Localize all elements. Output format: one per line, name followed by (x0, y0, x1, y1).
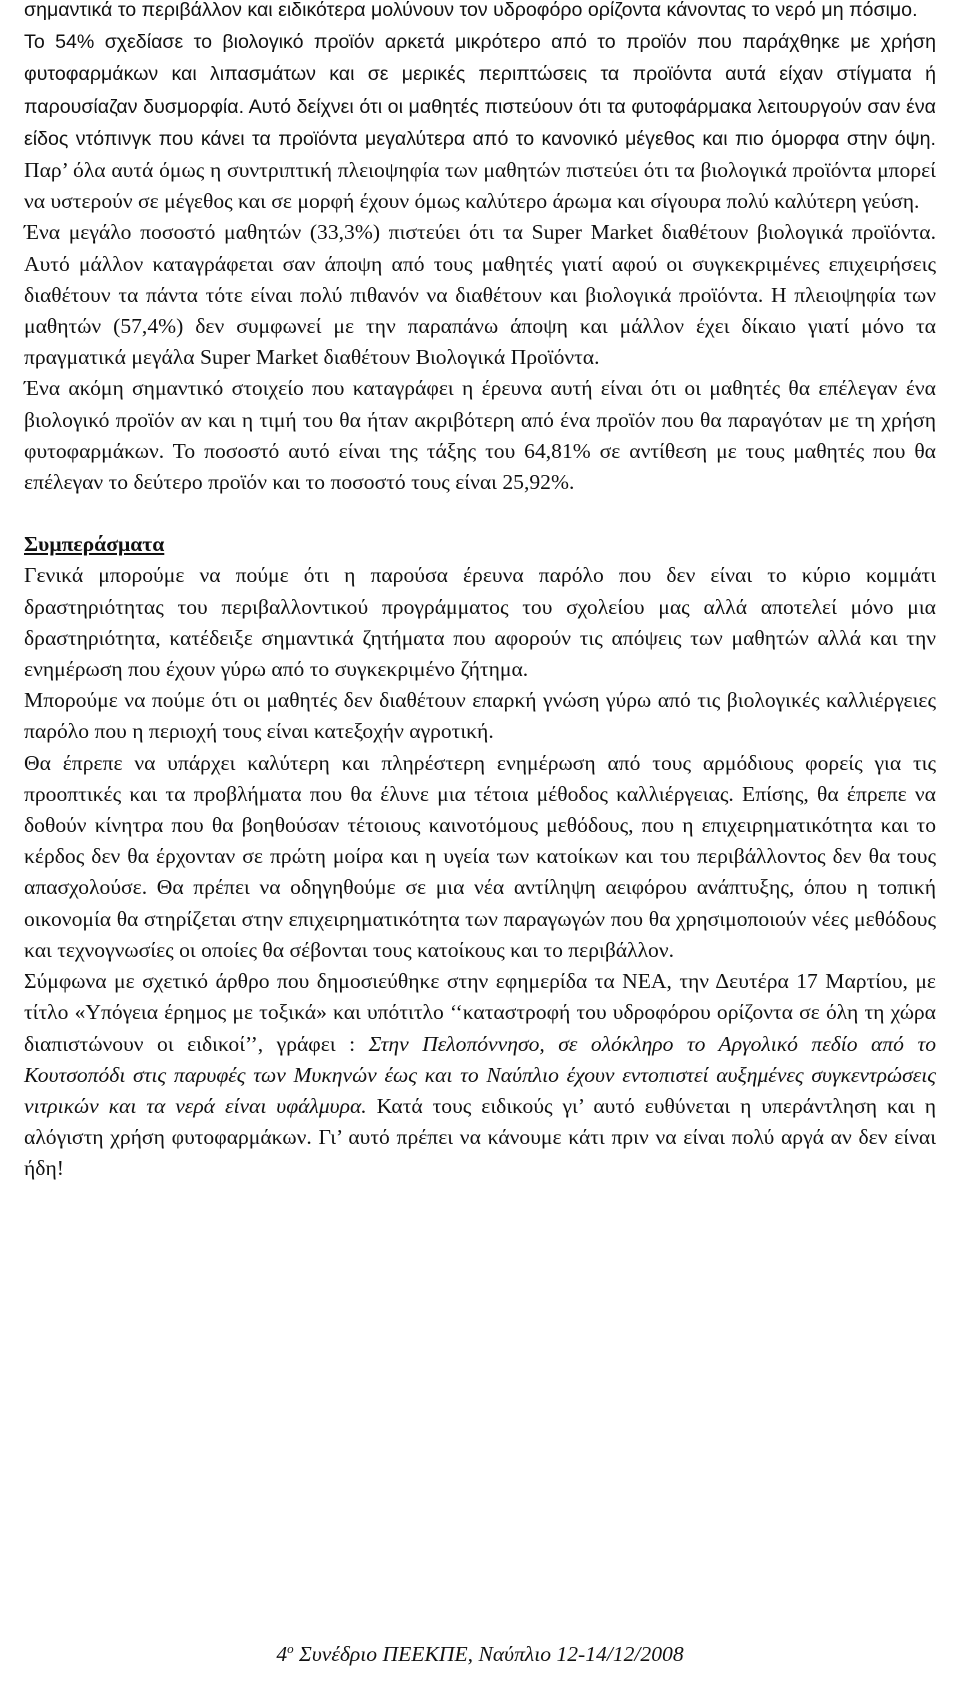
paragraph-groundwater-pollution (24, 0, 936, 26)
footer-ordinal: 4 (276, 1642, 288, 1666)
paragraph-text: Το 54% σχεδίασε το βιολογικό προϊόν αρκετά μικρότερο από το προϊόν που παράχθηκε με χρήση φυτοφαρμάκων και λιπασμάτων και σε μερικές περιπτώσεις τα προϊόντα αυτά είχαν στίγματα ή παρουσίαζαν δυσμορφία. (24, 31, 936, 118)
paragraph-text: Παρ’ όλα αυτά όμως η συντριπτική πλειοψηφία των μαθητών πιστεύει ότι τα βιολογικά προϊόντα μπορεί να υστερούν σε μέγεθος και σε μορφή έχουν όμως καλύτερο άρωμα και σίγουρα πολύ καλύτερη γεύση. (24, 158, 936, 214)
footer-ordinal-suffix: ο (287, 1640, 294, 1656)
footer-conference-text: Συνέδριο ΠΕΕΚΠΕ, Ναύπλιο 12-14/12/2008 (293, 1642, 684, 1666)
conclusions-heading: Συμπεράσματα (24, 532, 165, 557)
paragraph-conclusion-information (24, 748, 936, 966)
paragraph-product-drawing (24, 26, 936, 217)
paragraph-text: Ένα μεγάλο ποσοστό μαθητών (33,3%) πιστεύει ότι τα Super Market διαθέτουν βιολογικά προϊόντα. (24, 220, 936, 245)
section-spacer (24, 498, 936, 529)
paragraph-text: Μπορούμε να πούμε ότι οι μαθητές δεν διαθέτουν επαρκή γνώση γύρω από τις βιολογικές καλλιέργειες παρόλο που η περιοχή τους είναι κατεξοχήν αγροτική. (24, 688, 936, 744)
paragraph-price-choice (24, 373, 936, 498)
paragraph-conclusion-general (24, 560, 936, 685)
paragraph-text: Κατά τους ειδικούς γι’ αυτό ευθύνεται η υπεράντληση και η αλόγιστη χρήση φυτοφαρμάκων. Γι’ αυτό πρέπει να κάνουμε κάτι πριν να είναι πολύ αργά αν δεν είναι ήδη! (24, 1093, 936, 1181)
newspaper-quote: Στην Πελοπόννησο, σε ολόκληρο το Αργολικό πεδίο από το Κουτσοπόδι στις παρυφές των Μυκηνών έως και το Ναύπλιο έχουν εντοπιστεί αυξημένες συγκεντρώσεις νιτρικών και τα νερά είναι υφάλμυρα. (24, 1031, 936, 1118)
paragraph-super-market (24, 217, 936, 373)
paragraph-conclusion-newspaper (24, 966, 936, 1184)
paragraph-text: Αυτό δείχνει ότι οι μαθητές πιστεύουν ότι τα φυτοφάρμακα λειτουργούν σαν ένα είδος ντόπινγκ που κάνει τα προϊόντα μεγαλύτερα από το κανονικό μέγεθος και πιο όμορφα στην όψη. (24, 95, 937, 150)
paragraph-text: Ένα ακόμη σημαντικό στοιχείο που καταγράφει η έρευνα αυτή είναι ότι οι μαθητές θα επέλεγαν ένα βιολογικό προϊόν αν και η τιμή του θα ήταν ακριβότερη από ένα προϊόν που θα παραγόταν με τη χρήση φυτοφαρμάκων. Το ποσοστό αυτό είναι της τάξης του 64,81% σε αντίθεση με τους μαθητές που θα επέλεγαν το δεύτερο προϊόν και το ποσοστό τους είναι 25,92%. (24, 376, 936, 495)
paragraph-conclusion-knowledge (24, 685, 936, 747)
paragraph-text: Σύμφωνα με σχετικό άρθρο που δημοσιεύθηκε στην εφημερίδα τα ΝΕΑ, την Δευτέρα 17 Μαρτίου, με τίτλο «Υπόγεια έρημος με τοξικά» και υπότιτλο ‘‘καταστροφή του υδροφόρου ορίζοντα σε όλη τη χώρα διαπιστώνουν οι ειδικοί’’, γράφει : (24, 969, 936, 1056)
paragraph-text: Θα έπρεπε να υπάρχει καλύτερη και πληρέστερη ενημέρωση από τους αρμόδιους φορείς για τις προοπτικές και τα προβλήματα που θα έλυνε μια τέτοια μέθοδος καλλιέργειας. Επίσης, θα έπρεπε να δοθούν κίνητρα που θα βοηθούσαν τέτοιους καινοτόμους μεθόδους, που η επιχειρηματικότητα και το κέρδος δεν θα έρχονταν σε πρώτη μοίρα και η υγεία των κατοίκων και του περιβάλλοντος δεν θα τους απασχολούσε. Θα πρέπει να οδηγηθούμε σε μια νέα αντίληψη αειφόρου ανάπτυξης, όπου η τοπική οικονομία θα στηρίζεται στην επιχειρηματικότητα των παραγωγών που θα χρησιμοποιούν νέες μεθόδους και τεχνογνωσίες οι οποίες θα σέβονται τους κατοίκους και το περιβάλλον. (24, 750, 936, 962)
paragraph-text: Γενικά μπορούμε να πούμε ότι η παρούσα έρευνα παρόλο που δεν είναι το κύριο κομμάτι δραστηριότητας του περιβαλλοντικού προγράμματος του σχολείου μας αλλά αποτελεί μόνο μια δραστηριότητα, κατέδειξε σημαντικά ζητήματα που αφορούν τις απόψεις των μαθητών αλλά και την ενημέρωση που έχουν γύρω από το συγκεκριμένο ζήτημα. (24, 563, 936, 682)
paragraph-text: Αυτό μάλλον καταγράφεται σαν άποψη από τους μαθητές γιατί αφού οι συγκεκριμένες επιχειρήσεις διαθέτουν τα πάντα τότε είναι πολύ πιθανόν να διαθέτουν και βιολογικά προϊόντα. Η πλειοψηφία των μαθητών (57,4%) δεν συμφωνεί με την παραπάνω άποψη και μάλλον έχει δίκαιο γιατί μόνο τα πραγματικά μεγάλα Super Market διαθέτουν Βιολογικά Προϊόντα. (24, 251, 936, 370)
document-body (24, 0, 936, 1185)
page-footer (0, 1640, 960, 1668)
paragraph-text: σημαντικά το περιβάλλον και ειδικότερα μολύνουν τον υδροφόρο ορίζοντα κάνοντας το νερό μη πόσιμο. (24, 0, 918, 21)
